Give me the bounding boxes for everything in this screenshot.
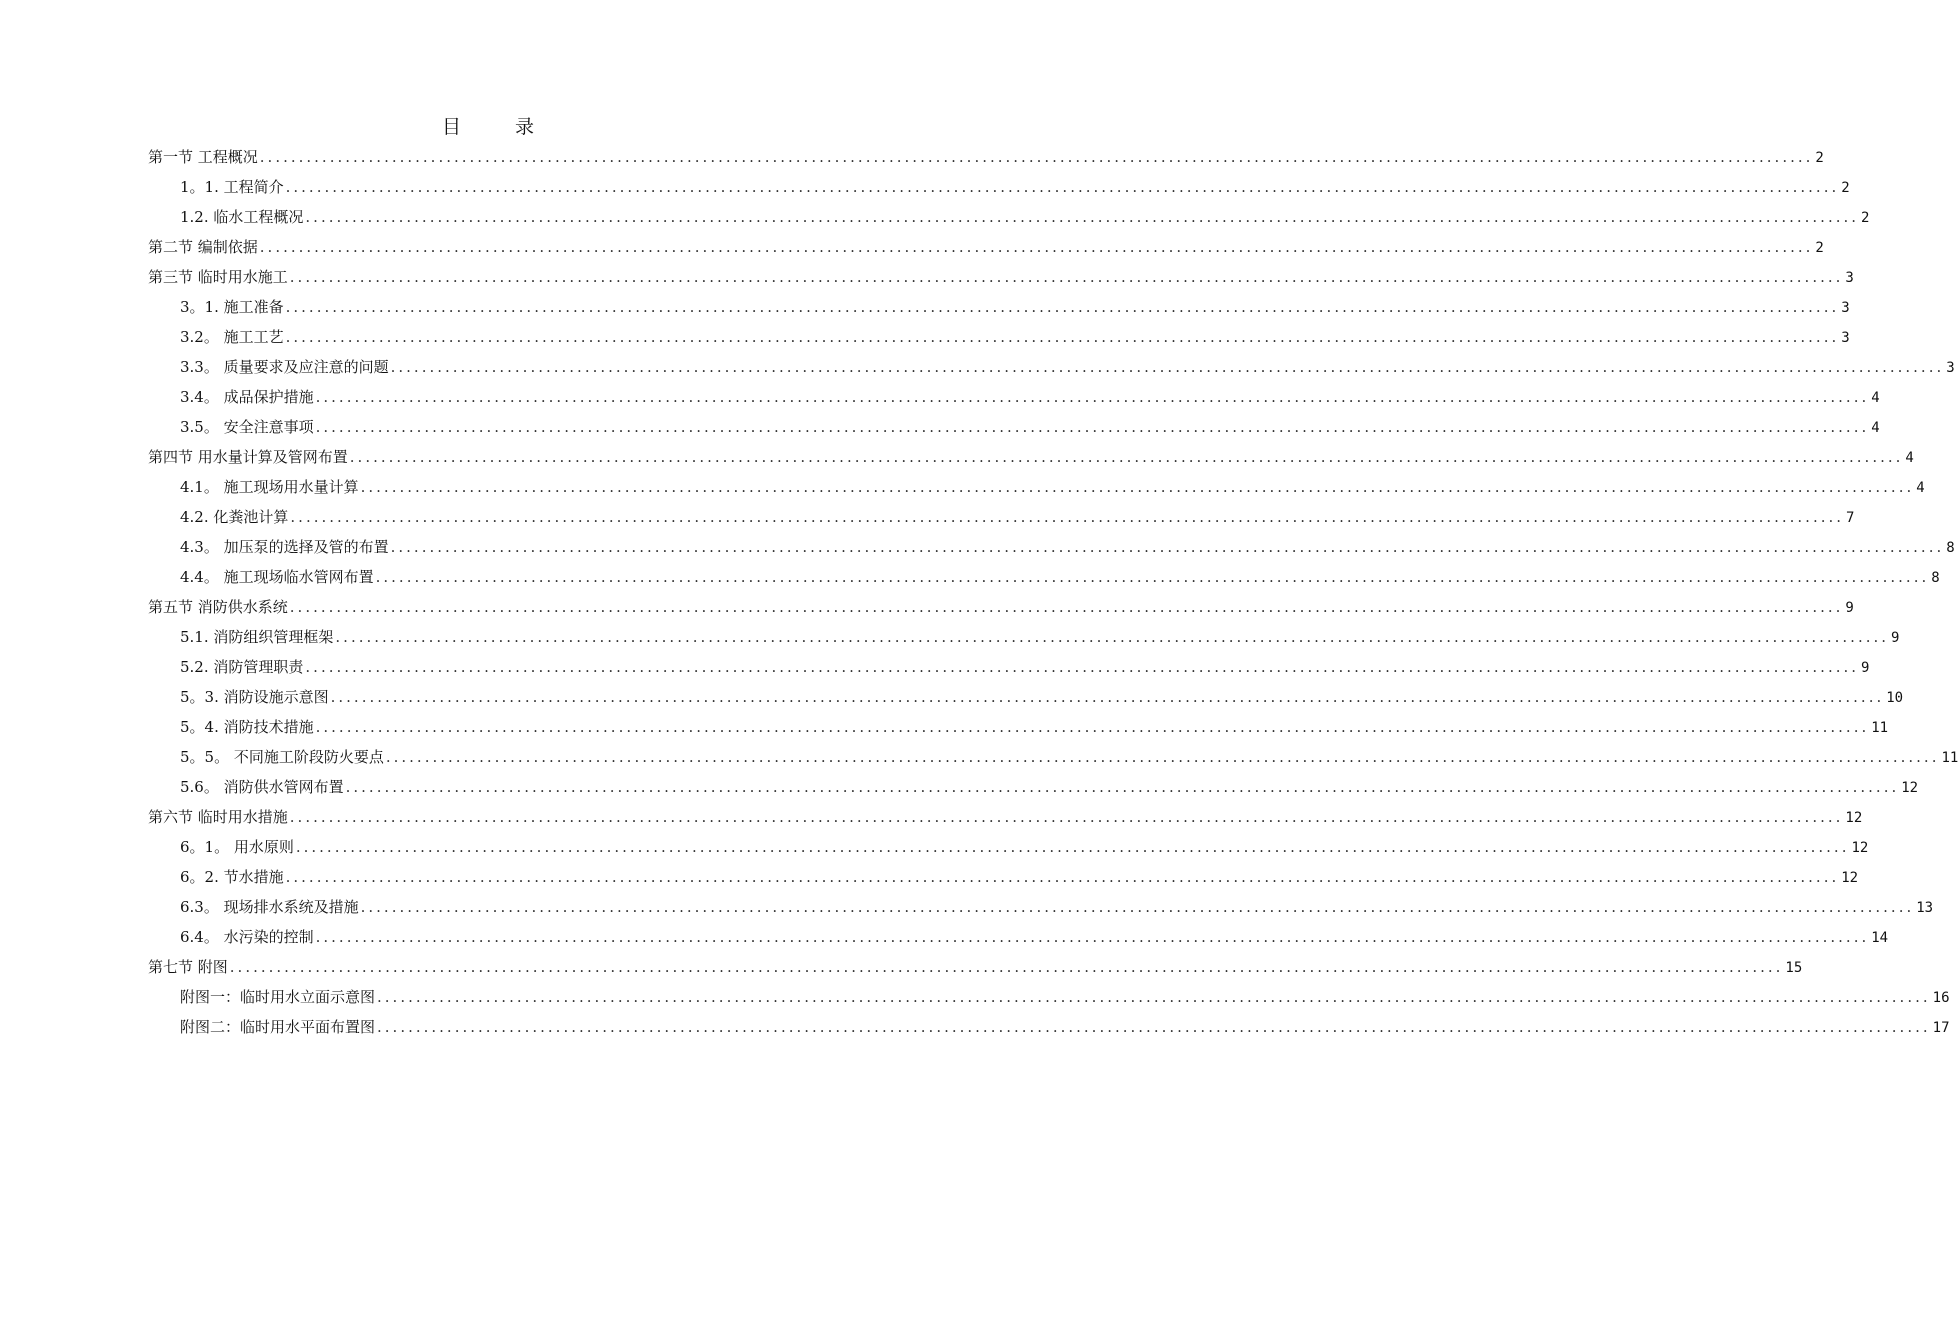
- toc-entry-label: 6.3。 现场排水系统及措施: [180, 898, 359, 916]
- toc-entry-page: 2: [1861, 210, 1870, 226]
- table-of-contents: [148, 142, 1958, 1042]
- toc-leader-dots: ........................................................................................................................................................................................................: [390, 358, 1945, 376]
- toc-title: 目 录: [441, 116, 559, 138]
- toc-entry-label: 1。1. 工程简介: [180, 178, 284, 196]
- toc-entry[interactable]: [148, 172, 1850, 202]
- toc-leader-dots: ........................................................................................................................................................................................................: [285, 298, 1840, 316]
- toc-entry[interactable]: [148, 382, 1880, 412]
- toc-entry-label: 5。4. 消防技术措施: [180, 718, 314, 736]
- toc-entry[interactable]: [148, 202, 1870, 232]
- toc-entry[interactable]: [148, 232, 1824, 262]
- toc-entry-label: 4.1。 施工现场用水量计算: [180, 478, 359, 496]
- toc-entry-page: 12: [1851, 840, 1869, 856]
- toc-entry[interactable]: [148, 322, 1850, 352]
- toc-entry-page: 12: [1845, 810, 1863, 826]
- toc-entry[interactable]: [148, 712, 1889, 742]
- toc-leader-dots: ........................................................................................................................................................................................................: [315, 928, 1870, 946]
- toc-entry-label: 5。5。 不同施工阶段防火要点: [180, 748, 384, 766]
- toc-entry-page: 2: [1815, 240, 1824, 256]
- toc-leader-dots: ........................................................................................................................................................................................................: [360, 478, 1915, 496]
- toc-leader-dots: ........................................................................................................................................................................................................: [315, 418, 1870, 436]
- toc-entry[interactable]: [148, 682, 1904, 712]
- toc-entry-label: 1.2. 临水工程概况: [180, 208, 304, 226]
- toc-entry-page: 11: [1941, 750, 1958, 766]
- toc-entry-label: 5.1. 消防组织管理框架: [180, 628, 334, 646]
- toc-leader-dots: ........................................................................................................................................................................................................: [289, 598, 1844, 616]
- toc-entry-page: 4: [1905, 450, 1914, 466]
- toc-entry[interactable]: [148, 562, 1940, 592]
- toc-entry-page: 3: [1845, 270, 1854, 286]
- toc-entry-page: 15: [1785, 960, 1803, 976]
- toc-entry-page: 8: [1946, 540, 1955, 556]
- toc-entry-label: 附图一：临时用水立面示意图: [180, 988, 376, 1006]
- toc-entry-label: 3.2。 施工工艺: [180, 328, 284, 346]
- toc-entry-label: 第五节 消防供水系统: [148, 598, 288, 616]
- toc-entry-page: 3: [1946, 360, 1955, 376]
- toc-entry-page: 4: [1916, 480, 1925, 496]
- toc-entry-page: 9: [1891, 630, 1900, 646]
- toc-entry[interactable]: [148, 982, 1950, 1012]
- toc-entry-label: 6。1。 用水原则: [180, 838, 294, 856]
- toc-leader-dots: ........................................................................................................................................................................................................: [377, 1018, 1931, 1036]
- toc-entry-label: 第四节 用水量计算及管网布置: [148, 448, 348, 466]
- toc-entry-label: 3.4。 成品保护措施: [180, 388, 314, 406]
- toc-entry[interactable]: [148, 292, 1850, 322]
- toc-entry[interactable]: [148, 892, 1934, 922]
- toc-entry-label: 第二节 编制依据: [148, 238, 258, 256]
- toc-leader-dots: ........................................................................................................................................................................................................: [377, 988, 1931, 1006]
- toc-entry-label: 第三节 临时用水施工: [148, 268, 288, 286]
- toc-leader-dots: ........................................................................................................................................................................................................: [285, 328, 1840, 346]
- toc-entry[interactable]: [148, 502, 1855, 532]
- toc-leader-dots: ........................................................................................................................................................................................................: [335, 628, 1890, 646]
- toc-entry-label: 附图二：临时用水平面布置图: [180, 1018, 376, 1036]
- toc-entry-page: 2: [1841, 180, 1850, 196]
- toc-entry-page: 2: [1815, 150, 1824, 166]
- toc-entry[interactable]: [148, 922, 1889, 952]
- toc-leader-dots: ........................................................................................................................................................................................................: [349, 448, 1904, 466]
- toc-entry[interactable]: [148, 262, 1854, 292]
- toc-leader-dots: ........................................................................................................................................................................................................: [295, 838, 1850, 856]
- toc-leader-dots: ........................................................................................................................................................................................................: [345, 778, 1900, 796]
- toc-leader-dots: ........................................................................................................................................................................................................: [290, 508, 1845, 526]
- toc-entry-page: 4: [1871, 420, 1880, 436]
- toc-leader-dots: ........................................................................................................................................................................................................: [305, 208, 1860, 226]
- toc-entry-label: 3。1. 施工准备: [180, 298, 284, 316]
- toc-entry[interactable]: [148, 832, 1869, 862]
- toc-entry-page: 12: [1901, 780, 1919, 796]
- toc-leader-dots: ........................................................................................................................................................................................................: [229, 958, 1784, 976]
- toc-entry-label: 第六节 临时用水措施: [148, 808, 288, 826]
- toc-entry[interactable]: [148, 622, 1900, 652]
- toc-entry-page: 14: [1871, 930, 1889, 946]
- toc-entry[interactable]: [148, 652, 1870, 682]
- toc-entry-page: 3: [1841, 300, 1850, 316]
- toc-leader-dots: ........................................................................................................................................................................................................: [360, 898, 1915, 916]
- toc-entry[interactable]: [148, 352, 1955, 382]
- toc-entry-label: 第一节 工程概况: [148, 148, 258, 166]
- toc-entry-label: 5.2. 消防管理职责: [180, 658, 304, 676]
- toc-entry[interactable]: [148, 1012, 1950, 1042]
- toc-entry-label: 第七节 附图: [148, 958, 228, 976]
- toc-leader-dots: ........................................................................................................................................................................................................: [259, 238, 1814, 256]
- toc-entry-page: 9: [1861, 660, 1870, 676]
- toc-entry[interactable]: [148, 472, 1925, 502]
- toc-entry-label: 4.3。 加压泵的选择及管的布置: [180, 538, 389, 556]
- toc-entry[interactable]: [148, 742, 1958, 772]
- toc-leader-dots: ........................................................................................................................................................................................................: [390, 538, 1945, 556]
- toc-leader-dots: ........................................................................................................................................................................................................: [289, 268, 1844, 286]
- toc-entry-page: 16: [1932, 990, 1950, 1006]
- toc-entry-label: 5。3. 消防设施示意图: [180, 688, 329, 706]
- toc-entry[interactable]: [148, 532, 1955, 562]
- toc-entry-label: 3.3。 质量要求及应注意的问题: [180, 358, 389, 376]
- toc-entry-label: 6。2. 节水措施: [180, 868, 284, 886]
- toc-entry[interactable]: [148, 592, 1854, 622]
- toc-entry-label: 6.4。 水污染的控制: [180, 928, 314, 946]
- toc-entry-page: 3: [1841, 330, 1850, 346]
- toc-leader-dots: ........................................................................................................................................................................................................: [315, 388, 1870, 406]
- toc-entry-page: 4: [1871, 390, 1880, 406]
- toc-leader-dots: ........................................................................................................................................................................................................: [305, 658, 1860, 676]
- toc-leader-dots: ........................................................................................................................................................................................................: [285, 178, 1840, 196]
- toc-entry-page: 9: [1845, 600, 1854, 616]
- toc-entry-label: 4.4。 施工现场临水管网布置: [180, 568, 374, 586]
- toc-leader-dots: ........................................................................................................................................................................................................: [330, 688, 1885, 706]
- toc-entry-page: 8: [1931, 570, 1940, 586]
- toc-entry[interactable]: [148, 412, 1880, 442]
- toc-entry-page: 12: [1841, 870, 1859, 886]
- toc-entry-page: 10: [1886, 690, 1904, 706]
- toc-entry[interactable]: [148, 772, 1919, 802]
- toc-entry[interactable]: [148, 862, 1859, 892]
- toc-entry-page: 11: [1871, 720, 1889, 736]
- toc-entry[interactable]: [148, 442, 1914, 472]
- toc-entry-page: 13: [1916, 900, 1934, 916]
- toc-leader-dots: ........................................................................................................................................................................................................: [315, 718, 1870, 736]
- toc-leader-dots: ........................................................................................................................................................................................................: [285, 868, 1840, 886]
- toc-entry-label: 4.2. 化粪池计算: [180, 508, 289, 526]
- toc-entry[interactable]: [148, 142, 1824, 172]
- toc-entry-label: 3.5。 安全注意事项: [180, 418, 314, 436]
- toc-leader-dots: ........................................................................................................................................................................................................: [259, 148, 1814, 166]
- toc-leader-dots: ........................................................................................................................................................................................................: [385, 748, 1940, 766]
- toc-leader-dots: ........................................................................................................................................................................................................: [289, 808, 1844, 826]
- toc-entry[interactable]: [148, 952, 1803, 982]
- toc-entry-page: 17: [1932, 1020, 1950, 1036]
- toc-entry[interactable]: [148, 802, 1863, 832]
- toc-leader-dots: ........................................................................................................................................................................................................: [375, 568, 1930, 586]
- toc-entry-label: 5.6。 消防供水管网布置: [180, 778, 344, 796]
- toc-entry-page: 7: [1846, 510, 1855, 526]
